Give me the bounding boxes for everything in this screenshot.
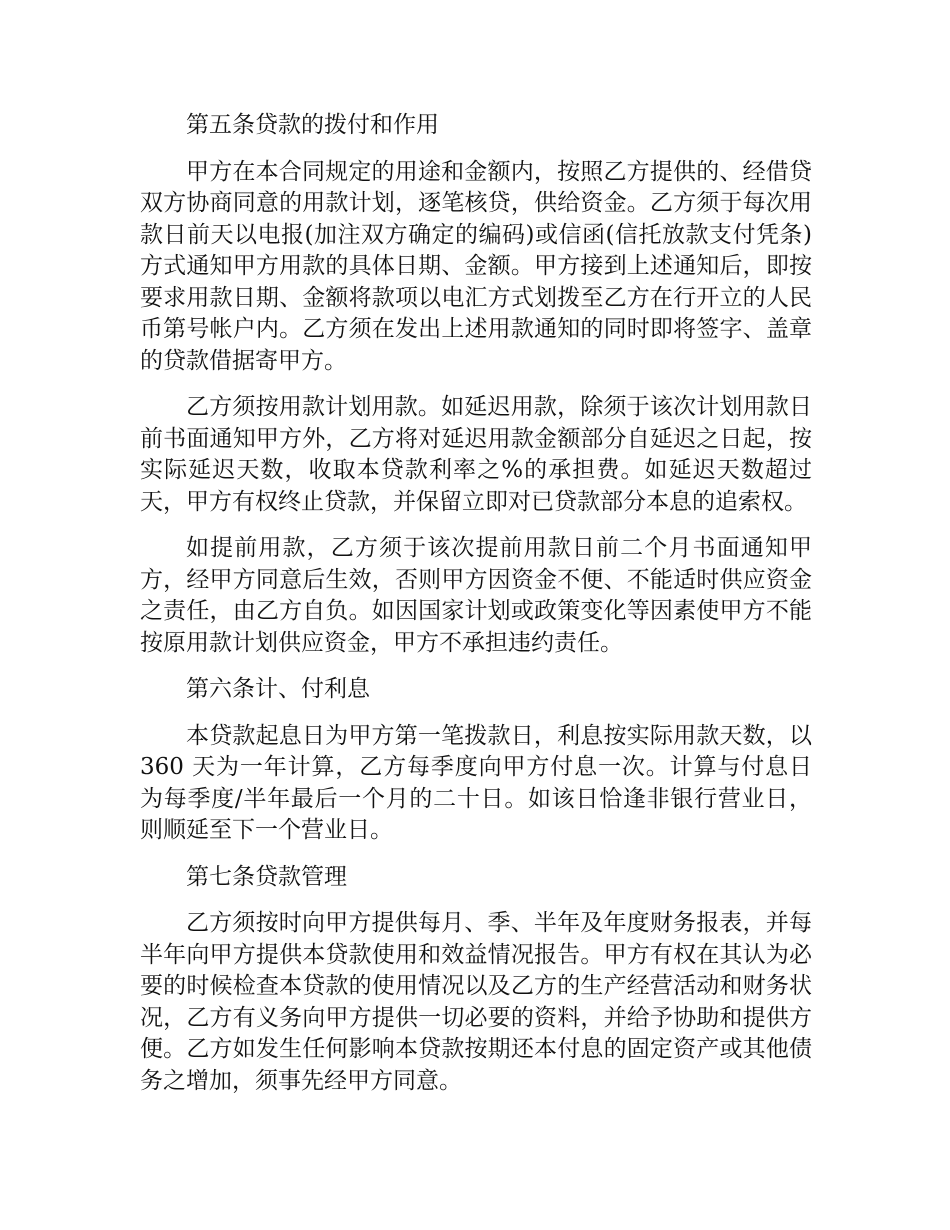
paragraph-early-use: 如提前用款，乙方须于该次提前用款日前二个月书面通知甲方，经甲方同意后生效，否则甲方因资金不便、不能适时供应资金之责任，由乙方自负。如因国家计划或政策变化等因素使甲方不能按原用款计划供应资金，甲方不承担违约责任。	[140, 535, 812, 656]
section-heading-7: 第七条贷款管理	[186, 863, 347, 890]
section-heading-6: 第六条计、付利息	[186, 676, 370, 702]
paragraph-interest: 本贷款起息日为甲方第一笔拨款日，利息按实际用款天数，以 360 天为一年计算，乙方每季度向甲方付息一次。计算与付息日为每季度/半年最后一个月的二十日。如该日恰逢非银行营业日，则顺延至下一个营业日。	[140, 722, 812, 843]
document-page	[140, 110, 812, 1112]
paragraph-delayed-use: 乙方须按用款计划用款。如延迟用款，除须于该次计划用款日前书面通知甲方外，乙方将对延迟用款金额部分自延迟之日起，按实际延迟天数，收取本贷款利率之%的承担费。如延迟天数超过天，甲方有权终止贷款，并保留立即对已贷款部分本息的追索权。	[140, 394, 812, 515]
paragraph-disbursement: 甲方在本合同规定的用途和金额内，按照乙方提供的、经借贷双方协商同意的用款计划，逐笔核贷，供给资金。乙方须于每次用款日前天以电报(加注双方确定的编码)或信函(信托放款支付凭条)方式通知甲方用款的具体日期、金额。甲方接到上述通知后，即按要求用款日期、金额将款项以电汇方式划拨至乙方在行开立的人民币第号帐户内。乙方须在发出上述用款通知的同时即将签字、盖章的贷款借据寄甲方。	[140, 158, 812, 374]
section-heading-5: 第五条贷款的拨付和作用	[186, 112, 439, 138]
paragraph-loan-management: 乙方须按时向甲方提供每月、季、半年及年度财务报表，并每半年向甲方提供本贷款使用和效益情况报告。甲方有权在其认为必要的时候检查本贷款的使用情况以及乙方的生产经营活动和财务状况，乙方有义务向甲方提供一切必要的资料，并给予协助和提供方便。乙方如发生任何影响本贷款按期还本付息的固定资产或其他债务之增加，须事先经甲方同意。	[140, 910, 812, 1094]
